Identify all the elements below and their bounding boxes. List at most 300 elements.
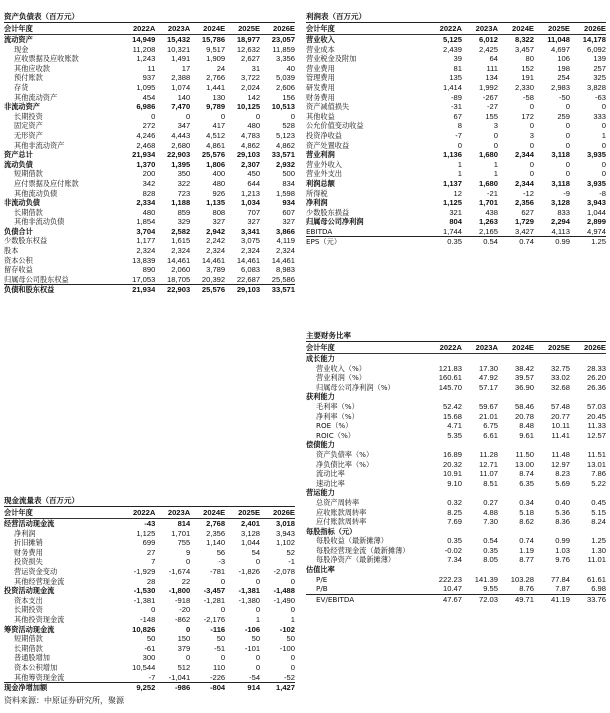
row-label: 少数股东权益 (4, 236, 48, 246)
row-value: 3,943 (586, 198, 606, 208)
row-value: 22,903 (155, 285, 190, 295)
row-value: 10,321 (167, 44, 191, 54)
row-value: 272 (142, 121, 156, 131)
table-row (4, 634, 295, 644)
row-value: 33,571 (260, 285, 295, 295)
row-value: 1,074 (171, 82, 191, 92)
row-value: -101 (244, 643, 261, 653)
row-value: 321 (449, 207, 462, 217)
row-value: 14,461 (201, 255, 226, 265)
row-value: 32.68 (550, 382, 570, 392)
row-value: 3,128 (550, 198, 570, 208)
table-row (306, 412, 606, 422)
row-label: 负债和股东权益 (4, 285, 120, 295)
row-value: 7 (151, 557, 156, 567)
row-value: 32.75 (550, 363, 570, 373)
row-value: 3,075 (241, 236, 261, 246)
row-value: 5.69 (555, 478, 570, 488)
row-label: 流动负债 (4, 159, 33, 169)
row-value: 10,513 (271, 102, 295, 112)
row-value: 890 (142, 265, 156, 275)
row-value: 1 (255, 614, 261, 624)
row-label: 股本 (4, 246, 19, 256)
row-value: 1,441 (206, 82, 226, 92)
row-value: 23,057 (271, 35, 295, 44)
row-label: 净利润 (14, 528, 36, 538)
row-value: -61 (144, 643, 156, 653)
row-value: 259 (557, 111, 570, 121)
row-value: 0 (565, 159, 570, 169)
row-value: 1,992 (478, 82, 498, 92)
table-row (306, 83, 606, 93)
row-value: 0.34 (519, 497, 534, 507)
row-value: 3,789 (206, 265, 226, 275)
row-value: 20.77 (550, 411, 570, 421)
row-value: 934 (282, 198, 295, 208)
table-row (4, 169, 295, 179)
row-value: 0 (601, 159, 606, 169)
table-row (306, 160, 606, 170)
row-value: 5.22 (591, 478, 606, 488)
row-value: 139 (593, 54, 606, 64)
row-value: 5,125 (442, 35, 462, 44)
column-header-year: 2023A (155, 23, 190, 35)
row-value: 0 (290, 111, 295, 121)
row-value: 2,356 (206, 528, 226, 538)
row-value: 50 (286, 634, 295, 644)
row-value: -20 (179, 605, 191, 615)
row-value: 2,606 (275, 82, 295, 92)
row-value: 9.61 (519, 430, 534, 440)
row-value: 2,324 (241, 246, 261, 256)
source-note: 资料来源：中原证券研究所，聚源 (4, 696, 124, 705)
row-value: 2,582 (171, 226, 191, 236)
row-value: 480 (212, 178, 226, 188)
row-value: 80 (525, 54, 534, 64)
row-value: 0 (565, 140, 570, 150)
cash-flow-table (4, 507, 295, 693)
row-value: 4,119 (276, 236, 295, 246)
table-row (4, 179, 295, 189)
row-label: 营业外支出 (306, 169, 342, 179)
row-label: 归属母公司股东权益 (4, 274, 69, 284)
row-value: 3,935 (586, 178, 606, 188)
row-value: -52 (284, 672, 295, 682)
row-label: 毛利率（%） (316, 401, 359, 411)
table-row (306, 64, 606, 74)
table-row (306, 35, 606, 45)
table-row (306, 179, 606, 189)
row-value: 2,768 (206, 519, 226, 528)
table-row (306, 217, 606, 227)
row-value: -1,281 (203, 595, 226, 605)
row-value: -54 (249, 672, 261, 682)
row-value: 0.45 (591, 497, 606, 507)
column-header-year: 2026E (260, 23, 295, 35)
row-value: 8.62 (519, 517, 534, 527)
row-value: 24 (216, 63, 226, 73)
row-value: 9 (186, 547, 191, 557)
row-value: 4,697 (550, 44, 570, 54)
column-header-label: 会计年度 (306, 342, 426, 354)
row-value: 36.90 (514, 382, 534, 392)
row-value (570, 440, 606, 450)
column-header-label: 会计年度 (4, 507, 120, 519)
table-row (306, 479, 606, 489)
row-value: 9.10 (447, 478, 462, 488)
column-header-label: 会计年度 (306, 23, 426, 35)
table-row (306, 373, 606, 383)
table-row (4, 538, 295, 548)
row-value: -89 (451, 92, 462, 102)
row-value: 1 (457, 169, 462, 179)
row-label: 营业收入 (306, 35, 335, 44)
row-value: 834 (282, 178, 295, 188)
table-row (306, 102, 606, 112)
row-value: 914 (225, 683, 260, 693)
row-label: 其他经营现金流 (14, 576, 65, 586)
row-label: 营运能力 (306, 488, 335, 498)
row-value: 0 (290, 653, 295, 663)
row-value: 4,861 (206, 140, 226, 150)
row-value (534, 527, 570, 537)
column-header-year: 2026E (260, 507, 295, 519)
row-value: 17 (181, 63, 191, 73)
column-header-year: 2023A (155, 507, 190, 519)
row-value: 9,252 (120, 683, 155, 693)
cash-flow-panel (4, 495, 295, 693)
row-value: 103.28 (510, 574, 534, 584)
row-value: 0 (290, 605, 295, 615)
table-row (4, 198, 295, 208)
row-value: 12.97 (550, 459, 570, 469)
row-value: -3 (218, 557, 226, 567)
row-value: 833 (557, 207, 570, 217)
row-value: 1.03 (555, 545, 570, 555)
column-header-year: 2026E (570, 342, 606, 354)
row-value: 2,439 (442, 44, 462, 54)
row-label: 归属母公司净利润 (306, 217, 364, 227)
row-value: 57.48 (550, 401, 570, 411)
row-value: 1,044 (241, 538, 261, 548)
table-row (4, 93, 295, 103)
table-row (4, 275, 295, 285)
row-value: 804 (449, 217, 462, 227)
row-value (462, 354, 498, 364)
row-value: 160.61 (438, 373, 462, 383)
row-value: 110 (213, 662, 226, 672)
table-row (306, 517, 606, 527)
column-header-year: 2025E (534, 342, 570, 354)
row-value: 322 (177, 178, 191, 188)
row-label: 营业税金及附加 (306, 54, 357, 64)
row-value: 121.83 (438, 363, 462, 373)
row-value: 25,586 (271, 274, 295, 284)
row-value: 5.15 (591, 507, 606, 517)
row-value: 0 (493, 130, 498, 140)
financial-ratios-panel (306, 330, 606, 604)
row-value: 4,862 (241, 140, 261, 150)
row-value: 1,806 (206, 159, 226, 169)
row-value: 1 (601, 130, 606, 140)
row-value: 27 (146, 547, 156, 557)
row-label: 留存收益 (4, 265, 33, 275)
row-value: -1,530 (133, 586, 156, 596)
row-value: 33.02 (550, 373, 570, 383)
row-label: 其他收益 (306, 111, 335, 121)
row-value: 5,123 (275, 130, 295, 140)
row-value: 926 (212, 188, 226, 198)
row-value: 254 (557, 73, 570, 83)
row-label: EPS（元） (306, 237, 426, 247)
row-value: 1,909 (206, 54, 226, 64)
row-label: 负债合计 (4, 226, 33, 236)
row-value: 38.42 (514, 363, 534, 373)
row-label: 应收账款周转率 (316, 507, 367, 517)
row-label: 投资活动现金流 (4, 586, 55, 596)
row-value: -21 (487, 188, 498, 198)
row-value: 1,729 (514, 217, 534, 227)
row-value: 21.01 (478, 411, 498, 421)
row-value: 58.46 (514, 401, 534, 411)
row-value: 0.54 (483, 536, 498, 546)
row-value: 1,598 (275, 188, 295, 198)
row-value (498, 565, 534, 575)
row-value (462, 565, 498, 575)
row-value: -7 (148, 672, 156, 682)
column-header-year: 2023A (462, 342, 498, 354)
row-value: 26.20 (586, 373, 606, 383)
row-value (426, 488, 462, 498)
row-value: 342 (142, 178, 156, 188)
row-value: 0 (601, 121, 606, 131)
table-row (4, 683, 295, 693)
row-value: 3,128 (241, 528, 261, 538)
row-value: 20.32 (442, 459, 462, 469)
row-value: 3 (493, 121, 498, 131)
table-row (306, 198, 606, 208)
row-value: 12.71 (478, 459, 498, 469)
row-label: 归属母公司净利润（%） (316, 382, 395, 392)
row-value: 198 (557, 63, 570, 73)
table-row (4, 227, 295, 237)
row-value: 155 (485, 111, 498, 121)
row-value: 1,125 (136, 528, 156, 538)
table-row (4, 160, 295, 170)
row-value: -106 (244, 624, 261, 634)
row-label: 利润总额 (306, 178, 335, 188)
row-value: -12 (523, 188, 534, 198)
row-value: 3,427 (514, 226, 534, 236)
balance-sheet-title: 资产负债表（百万元） (4, 11, 295, 23)
row-value: 2,344 (514, 178, 534, 188)
row-value: 3,935 (586, 150, 606, 160)
table-row (306, 508, 606, 518)
row-value: -1,826 (238, 566, 261, 576)
row-value: 1,395 (171, 159, 191, 169)
row-value (498, 392, 534, 402)
table-row (4, 121, 295, 131)
row-value: 828 (142, 188, 156, 198)
row-value: 50 (216, 634, 226, 644)
table-row (306, 555, 606, 565)
cash-flow-title: 现金流量表（百万元） (4, 495, 295, 507)
row-value: 0 (255, 557, 261, 567)
table-row (306, 536, 606, 546)
row-value: 0 (151, 605, 156, 615)
row-value: 454 (142, 92, 156, 102)
row-value: 6,986 (136, 102, 156, 112)
row-label: 折旧摊销 (14, 538, 43, 548)
row-value: 7.69 (447, 517, 462, 527)
row-label: 估值比率 (306, 565, 335, 575)
row-value: 6.35 (519, 478, 534, 488)
row-value: 0 (255, 662, 261, 672)
row-value: 1,188 (171, 198, 191, 208)
table-row (306, 227, 606, 237)
row-label: 每股收益（最新摊薄） (316, 536, 388, 546)
row-value: 0 (290, 576, 295, 586)
row-label: 固定资产 (14, 121, 43, 131)
row-value: 72.03 (462, 594, 498, 604)
row-value: 1.25 (570, 237, 606, 247)
column-header-year: 2025E (534, 23, 570, 35)
row-label: 财务费用 (14, 547, 43, 557)
row-value: 1,427 (260, 683, 295, 693)
row-value: 3,704 (136, 226, 156, 236)
row-value: -1,490 (273, 595, 295, 605)
row-value: 13.01 (586, 459, 606, 469)
row-value: 3,457 (514, 44, 534, 54)
row-value: 723 (177, 188, 191, 198)
table-row (306, 402, 606, 412)
row-label: 短期借款 (14, 169, 43, 179)
row-value: -102 (279, 624, 295, 634)
row-value: 0.99 (555, 536, 570, 546)
row-label: 其他投资现金流 (14, 614, 65, 624)
row-value: 111 (486, 63, 498, 73)
row-value: 480 (247, 121, 261, 131)
table-row (4, 150, 295, 160)
row-value: -1,381 (133, 595, 156, 605)
row-value: -1,800 (168, 586, 191, 596)
row-label: 资本公积 (4, 255, 33, 265)
row-value: 20.45 (586, 411, 606, 421)
row-value: 2,344 (514, 150, 534, 160)
table-row (4, 586, 295, 596)
row-value: -100 (279, 643, 295, 653)
row-value: 10,544 (132, 662, 156, 672)
row-value: 0 (565, 121, 570, 131)
row-value: 31 (251, 63, 261, 73)
row-value (570, 392, 606, 402)
column-header-year: 2024E (498, 23, 534, 35)
table-row (4, 131, 295, 141)
row-value: 33,571 (271, 150, 295, 160)
row-value: 1 (493, 159, 498, 169)
row-label: 资产负债率（%） (316, 449, 374, 459)
row-value: 15.68 (442, 411, 462, 421)
row-value: 13,839 (132, 255, 156, 265)
row-value (462, 488, 498, 498)
row-label: 短期借款 (14, 634, 43, 644)
row-value: 142 (247, 92, 261, 102)
row-label: P/E (316, 574, 328, 584)
row-value: 1,243 (136, 54, 156, 64)
row-value: 28.33 (586, 363, 606, 373)
row-value: 1.25 (591, 536, 606, 546)
row-label: EV/EBITDA (306, 594, 426, 604)
financial-ratios-table (306, 342, 606, 604)
row-value: 8.76 (519, 584, 534, 594)
row-value: 11.48 (551, 449, 570, 459)
row-label: 资本公积增加 (14, 662, 58, 672)
row-value (534, 392, 570, 402)
row-value: 11.07 (479, 469, 498, 479)
row-value: 3,866 (275, 226, 295, 236)
row-value: 1,095 (136, 82, 156, 92)
row-value: 134 (485, 73, 498, 83)
row-value: 6.98 (591, 584, 606, 594)
row-value: 300 (142, 653, 156, 663)
row-value: 500 (282, 169, 295, 179)
row-value: 2,932 (275, 159, 295, 169)
row-value: 0.40 (555, 497, 570, 507)
row-label: 长期投资 (14, 605, 43, 615)
table-row (306, 45, 606, 55)
row-label: 现金 (14, 44, 29, 54)
row-value: 2,942 (206, 226, 226, 236)
financial-ratios-title: 主要财务比率 (306, 330, 606, 342)
row-value: 47.67 (426, 594, 462, 604)
row-value: 77.84 (550, 574, 570, 584)
row-value: 8.24 (591, 517, 606, 527)
row-value: 8.48 (519, 421, 534, 431)
row-label: 财务费用 (306, 92, 335, 102)
table-row (306, 450, 606, 460)
row-label: 非流动负债 (4, 198, 40, 208)
table-row (306, 488, 606, 498)
row-value: 1.30 (591, 545, 606, 555)
row-label: 营业外收入 (306, 159, 342, 169)
row-value: -31 (451, 102, 462, 112)
table-row (306, 392, 606, 402)
row-label: 总资产周转率 (316, 497, 360, 507)
row-value: -1,674 (168, 566, 191, 576)
income-statement-title: 利润表（百万元） (306, 11, 606, 23)
row-value: 150 (177, 634, 191, 644)
row-value: -2,078 (273, 566, 295, 576)
table-row (4, 54, 295, 64)
row-value: 755 (177, 538, 191, 548)
row-value: 1 (493, 169, 498, 179)
row-value: -986 (155, 683, 190, 693)
row-value: 1,125 (442, 198, 462, 208)
table-row (306, 354, 606, 364)
row-value: 2,324 (136, 246, 156, 256)
row-value: 2,983 (550, 82, 570, 92)
table-row (4, 557, 295, 567)
row-value: 7.30 (483, 517, 498, 527)
table-row (306, 546, 606, 556)
row-value (498, 440, 534, 450)
table-row (306, 440, 606, 450)
table-row (4, 35, 295, 45)
row-value: -1,041 (168, 672, 191, 682)
table-row (306, 460, 606, 470)
row-label: 偿债能力 (306, 440, 335, 450)
row-value: 59.67 (478, 401, 498, 411)
